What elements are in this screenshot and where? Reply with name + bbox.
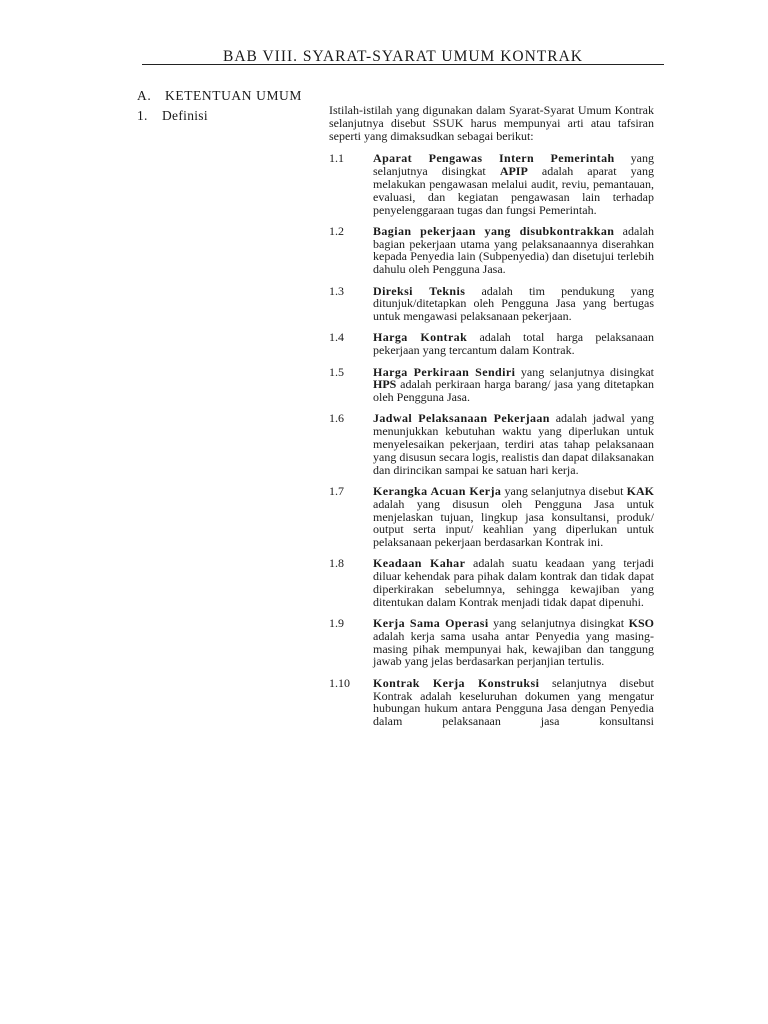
definition-term: Harga Kontrak [373,330,468,345]
definitions-content [329,104,654,736]
definition-number: 1.2 [329,223,344,238]
definition-number: 1.1 [329,151,344,166]
section-title: KETENTUAN UMUM [165,88,303,103]
definition-description-rest: adalah yang disusun oleh Pengguna Jasa untuk menjelaskan tujuan, lingkup jasa konsultansi, produk/ output serta input/ keahlian yang diperlukan untuk pelaksanaan pekerjaan berdasarkan Kontrak ini. [373,496,654,550]
definition-item [329,617,654,668]
definition-number: 1.10 [329,675,350,690]
definition-abbreviation: KSO [628,616,654,631]
intro-paragraph: Istilah-istilah yang digunakan dalam Syarat-Syarat Umum Kontrak selanjutnya disebut SSUK harus mempunyai arti atau tafsiran seperti yang dimaksudkan sebagai berikut: [329,103,654,143]
definition-text [373,557,654,608]
definition-description-rest: adalah kerja sama usaha antar Penyedia yang masing-masing pihak mempunyai hak, kewajiban dan tanggung jawab yang jelas berdasarkan perjanjian tertulis. [373,628,654,669]
definition-text [373,152,654,216]
definition-item [329,366,654,404]
definition-number: 1.7 [329,483,344,498]
definition-term: Harga Perkiraan Sendiri [373,364,516,379]
definition-item [329,412,654,476]
definition-item [329,285,654,323]
section-letter: A. [137,88,152,103]
definition-abbreviation: APIP [499,164,528,179]
definition-term: Kerangka Acuan Kerja [373,483,502,498]
definition-item [329,557,654,608]
definition-number: 1.6 [329,411,344,426]
definition-term: Bagian pekerjaan yang disubkontrakkan [373,223,615,238]
definition-number: 1.4 [329,330,344,345]
definition-item [329,485,654,549]
definition-description: yang selanjutnya disingkat [515,364,654,379]
definition-text [373,366,654,404]
chapter-title: BAB VIII. SYARAT-SYARAT UMUM KONTRAK [223,48,583,65]
definition-number: 1.9 [329,616,344,631]
definition-description: adalah bagian pekerjaan utama yang pelaksanaannya diserahkan kepada Penyedia lain (Subpenyedia) dan disetujui terlebih dahulu oleh Pengguna Jasa. [373,223,654,277]
section-heading [137,88,302,104]
definition-item [329,152,654,216]
definition-text [373,225,654,276]
definition-term: Direksi Teknis [373,283,466,298]
definition-description: yang selanjutnya disebut [501,483,627,498]
definition-item [329,225,654,276]
definition-description: yang selanjutnya disingkat [488,616,629,631]
definition-text [373,617,654,668]
subsection-title: Definisi [162,108,208,123]
definition-number: 1.3 [329,283,344,298]
definition-description: adalah total harga pelaksanaan pekerjaan yang tercantum dalam Kontrak. [373,330,654,358]
definition-number: 1.8 [329,556,344,571]
definition-term: Kontrak Kerja Konstruksi [373,675,540,690]
definition-term: Keadaan Kahar [373,556,466,571]
definition-description: adalah jadwal yang menunjukkan kebutuhan waktu yang diperlukan untuk menyelesaikan pekerjaan, terdiri atas tahap pelaksanaan yang disusun secara logis, realistis dan dapat dilaksanakan dan dirincikan sampai ke satuan hari kerja. [373,411,654,477]
definition-description: yang selanjutnya disingkat [373,151,654,179]
definition-description-rest: adalah aparat yang melakukan pengawasan melalui audit, reviu, pemantauan, evaluasi, dan kegiatan pengawasan lain terhadap penyelenggaraan tugas dan fungsi Pemerintah. [373,164,654,217]
definition-term: Aparat Pengawas Intern Pemerintah [373,151,615,166]
title-underline [142,64,664,65]
definition-text [373,412,654,476]
definition-text [373,485,654,549]
definition-description-rest: adalah perkiraan harga barang/ jasa yang ditetapkan oleh Pengguna Jasa. [373,377,654,405]
definition-text [373,285,654,323]
definition-abbreviation: HPS [373,377,397,392]
definition-description: adalah suatu keadaan yang terjadi diluar kehendak para pihak dalam kontrak dan tidak dapat diperkirakan sebelumnya, sehingga kewajiban yang ditentukan dalam Kontrak menjadi tidak dapat dipenuhi. [373,556,654,609]
definition-number: 1.5 [329,364,344,379]
definition-description: adalah tim pendukung yang ditunjuk/ditetapkan oleh Pengguna Jasa yang bertugas untuk mengawasi pelaksanaan pekerjaan. [373,283,655,324]
definition-text [373,331,654,357]
definition-description: selanjutnya disebut Kontrak adalah keseluruhan dokumen yang mengatur hubungan hukum antara Pengguna Jasa dengan Penyedia dalam pelaksanaan jasa konsultansi [373,675,654,729]
subsection-heading [137,108,208,124]
definition-item [329,677,654,728]
definition-abbreviation: KAK [626,483,655,498]
definition-term: Jadwal Pelaksanaan Pekerjaan [373,411,550,426]
subsection-number: 1. [137,108,148,123]
definition-list [329,152,654,728]
definition-text [373,677,654,728]
definition-term: Kerja Sama Operasi [373,616,489,631]
definition-item [329,331,654,357]
